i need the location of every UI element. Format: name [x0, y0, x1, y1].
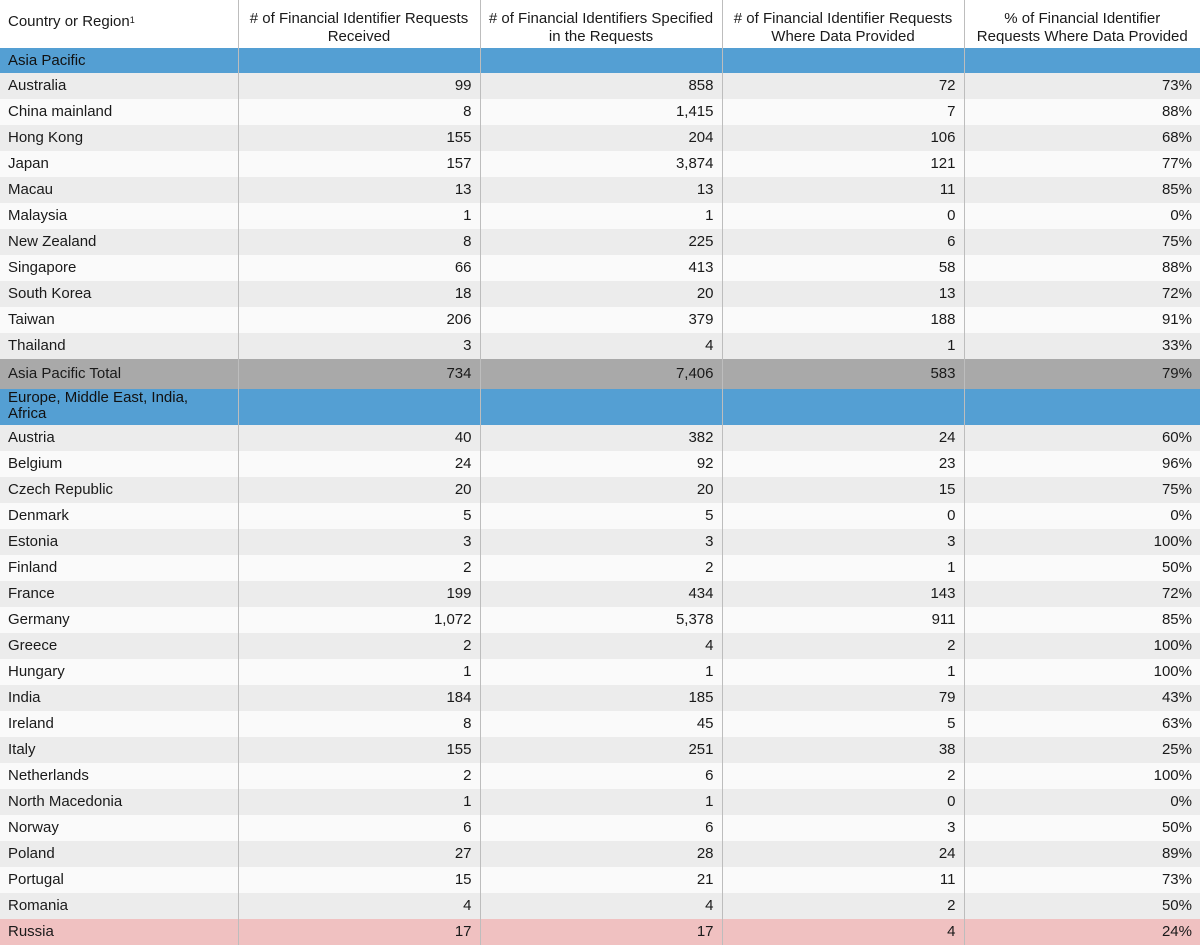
table-row: [0, 789, 1200, 815]
table-row: [0, 737, 1200, 763]
identifiers-specified-cell: 2: [480, 555, 722, 581]
identifiers-specified-cell: 382: [480, 425, 722, 451]
percent-provided-cell: 100%: [964, 529, 1200, 555]
table-row: [0, 711, 1200, 737]
table-row: [0, 425, 1200, 451]
table-row: [0, 255, 1200, 281]
table-row: [0, 659, 1200, 685]
identifiers-specified-cell: 4: [480, 633, 722, 659]
percent-provided-cell: 91%: [964, 307, 1200, 333]
identifiers-specified-cell: 21: [480, 867, 722, 893]
country-cell: Hungary: [0, 659, 238, 685]
percent-provided-cell: 50%: [964, 815, 1200, 841]
table-row: [0, 99, 1200, 125]
requests-received-cell: 157: [238, 151, 480, 177]
requests-received-cell: 1,072: [238, 607, 480, 633]
country-cell: Norway: [0, 815, 238, 841]
table-row: [0, 281, 1200, 307]
column-header-specified: # of Financial Identifiers Specified in the Requests: [480, 0, 722, 48]
country-cell: France: [0, 581, 238, 607]
requests-received-cell: 8: [238, 229, 480, 255]
requests-received-cell: 184: [238, 685, 480, 711]
identifiers-specified-cell: 434: [480, 581, 722, 607]
identifiers-specified-cell: 225: [480, 229, 722, 255]
region-empty-cell: [238, 48, 480, 73]
table-row: [0, 73, 1200, 99]
region-empty-cell: [238, 389, 480, 425]
data-provided-cell: 911: [722, 607, 964, 633]
data-provided-cell: 121: [722, 151, 964, 177]
footnote-marker: 1: [129, 15, 135, 25]
country-cell: South Korea: [0, 281, 238, 307]
country-cell: New Zealand: [0, 229, 238, 255]
table-row: [0, 203, 1200, 229]
region-empty-cell: [480, 389, 722, 425]
requests-received-cell: 66: [238, 255, 480, 281]
country-cell: Russia: [0, 919, 238, 945]
requests-received-cell: 1: [238, 659, 480, 685]
region-empty-cell: [722, 48, 964, 73]
requests-received-cell: 24: [238, 451, 480, 477]
data-provided-cell: 24: [722, 841, 964, 867]
column-header-country-label: Country or Region: [8, 13, 130, 30]
data-provided-cell: 15: [722, 477, 964, 503]
percent-provided-cell: 0%: [964, 203, 1200, 229]
percent-provided-cell: 43%: [964, 685, 1200, 711]
table-header-row: [0, 0, 1200, 48]
identifiers-specified-cell: 251: [480, 737, 722, 763]
identifiers-specified-cell: 92: [480, 451, 722, 477]
country-cell: Malaysia: [0, 203, 238, 229]
requests-received-cell: 4: [238, 893, 480, 919]
identifiers-specified-cell: 17: [480, 919, 722, 945]
region-header-row: [0, 48, 1200, 73]
percent-provided-cell: 73%: [964, 73, 1200, 99]
table-row: [0, 815, 1200, 841]
country-cell: Netherlands: [0, 763, 238, 789]
table-row: [0, 529, 1200, 555]
country-cell: Portugal: [0, 867, 238, 893]
requests-received-cell: 3: [238, 529, 480, 555]
country-cell: India: [0, 685, 238, 711]
identifiers-specified-cell: 28: [480, 841, 722, 867]
data-provided-cell: 38: [722, 737, 964, 763]
percent-provided-cell: 75%: [964, 477, 1200, 503]
data-provided-cell: 0: [722, 789, 964, 815]
table-row: [0, 893, 1200, 919]
requests-received-cell: 5: [238, 503, 480, 529]
table-row: [0, 333, 1200, 359]
country-cell: Macau: [0, 177, 238, 203]
requests-received-cell: 18: [238, 281, 480, 307]
requests-received-cell: 15: [238, 867, 480, 893]
data-provided-cell: 58: [722, 255, 964, 281]
data-provided-cell: 5: [722, 711, 964, 737]
country-cell: Taiwan: [0, 307, 238, 333]
percent-provided-cell: 100%: [964, 659, 1200, 685]
data-provided-cell: 1: [722, 659, 964, 685]
percent-provided-cell: 33%: [964, 333, 1200, 359]
identifiers-specified-cell: 413: [480, 255, 722, 281]
requests-received-cell: 8: [238, 99, 480, 125]
identifiers-specified-cell: 379: [480, 307, 722, 333]
country-cell: Finland: [0, 555, 238, 581]
requests-received-cell: 99: [238, 73, 480, 99]
country-cell: Estonia: [0, 529, 238, 555]
data-provided-cell: 13: [722, 281, 964, 307]
country-cell: North Macedonia: [0, 789, 238, 815]
percent-provided-cell: 89%: [964, 841, 1200, 867]
requests-received-cell: 8: [238, 711, 480, 737]
requests-received-cell: 1: [238, 789, 480, 815]
total-percent-provided-cell: 79%: [964, 359, 1200, 389]
percent-provided-cell: 50%: [964, 893, 1200, 919]
total-requests-received-cell: 734: [238, 359, 480, 389]
table-row: [0, 307, 1200, 333]
table-row: [0, 125, 1200, 151]
data-provided-cell: 1: [722, 333, 964, 359]
region-empty-cell: [722, 389, 964, 425]
identifiers-specified-cell: 858: [480, 73, 722, 99]
identifiers-specified-cell: 6: [480, 815, 722, 841]
table-row: [0, 763, 1200, 789]
total-data-provided-cell: 583: [722, 359, 964, 389]
country-cell: Denmark: [0, 503, 238, 529]
data-provided-cell: 2: [722, 633, 964, 659]
table-row: [0, 503, 1200, 529]
percent-provided-cell: 73%: [964, 867, 1200, 893]
requests-received-cell: 2: [238, 633, 480, 659]
table-row: [0, 477, 1200, 503]
country-cell: Thailand: [0, 333, 238, 359]
table-row: [0, 633, 1200, 659]
country-cell: Greece: [0, 633, 238, 659]
region-name: Asia Pacific: [0, 48, 238, 73]
identifiers-specified-cell: 6: [480, 763, 722, 789]
country-cell: China mainland: [0, 99, 238, 125]
identifiers-specified-cell: 45: [480, 711, 722, 737]
requests-received-cell: 2: [238, 763, 480, 789]
country-cell: Ireland: [0, 711, 238, 737]
requests-received-cell: 13: [238, 177, 480, 203]
percent-provided-cell: 60%: [964, 425, 1200, 451]
requests-received-cell: 17: [238, 919, 480, 945]
table-row: [0, 451, 1200, 477]
region-header-row: [0, 389, 1200, 425]
identifiers-specified-cell: 5,378: [480, 607, 722, 633]
identifiers-specified-cell: 185: [480, 685, 722, 711]
data-provided-cell: 3: [722, 815, 964, 841]
table-row: [0, 607, 1200, 633]
column-header-country: [0, 0, 238, 48]
country-cell: Germany: [0, 607, 238, 633]
percent-provided-cell: 85%: [964, 177, 1200, 203]
percent-provided-cell: 85%: [964, 607, 1200, 633]
data-provided-cell: 7: [722, 99, 964, 125]
country-cell: Czech Republic: [0, 477, 238, 503]
country-cell: Austria: [0, 425, 238, 451]
column-header-percent: % of Financial Identifier Requests Where Data Provided: [964, 0, 1200, 48]
percent-provided-cell: 68%: [964, 125, 1200, 151]
table-body: [0, 48, 1200, 945]
identifiers-specified-cell: 1: [480, 203, 722, 229]
data-provided-cell: 3: [722, 529, 964, 555]
requests-received-cell: 6: [238, 815, 480, 841]
identifiers-specified-cell: 1: [480, 789, 722, 815]
percent-provided-cell: 24%: [964, 919, 1200, 945]
requests-received-cell: 27: [238, 841, 480, 867]
country-cell: Italy: [0, 737, 238, 763]
table-row: [0, 229, 1200, 255]
percent-provided-cell: 100%: [964, 633, 1200, 659]
percent-provided-cell: 96%: [964, 451, 1200, 477]
table-row: [0, 919, 1200, 945]
region-empty-cell: [480, 48, 722, 73]
region-total-row: [0, 359, 1200, 389]
table-row: [0, 867, 1200, 893]
requests-received-cell: 155: [238, 737, 480, 763]
data-provided-cell: 23: [722, 451, 964, 477]
identifiers-specified-cell: 204: [480, 125, 722, 151]
percent-provided-cell: 50%: [964, 555, 1200, 581]
percent-provided-cell: 75%: [964, 229, 1200, 255]
identifiers-specified-cell: 20: [480, 477, 722, 503]
requests-received-cell: 3: [238, 333, 480, 359]
table-row: [0, 685, 1200, 711]
data-provided-cell: 24: [722, 425, 964, 451]
data-provided-cell: 4: [722, 919, 964, 945]
data-provided-cell: 0: [722, 503, 964, 529]
country-cell: Singapore: [0, 255, 238, 281]
identifiers-specified-cell: 4: [480, 893, 722, 919]
data-provided-cell: 6: [722, 229, 964, 255]
data-provided-cell: 72: [722, 73, 964, 99]
data-provided-cell: 1: [722, 555, 964, 581]
identifiers-specified-cell: 3: [480, 529, 722, 555]
column-header-received: # of Financial Identifier Requests Received: [238, 0, 480, 48]
identifiers-specified-cell: 1: [480, 659, 722, 685]
country-cell: Belgium: [0, 451, 238, 477]
data-provided-cell: 0: [722, 203, 964, 229]
data-provided-cell: 11: [722, 867, 964, 893]
data-provided-cell: 79: [722, 685, 964, 711]
country-cell: Hong Kong: [0, 125, 238, 151]
data-provided-cell: 188: [722, 307, 964, 333]
requests-received-cell: 20: [238, 477, 480, 503]
percent-provided-cell: 63%: [964, 711, 1200, 737]
requests-received-cell: 199: [238, 581, 480, 607]
region-name: Europe, Middle East, India, Africa: [0, 389, 238, 425]
requests-received-cell: 206: [238, 307, 480, 333]
percent-provided-cell: 72%: [964, 281, 1200, 307]
requests-received-cell: 40: [238, 425, 480, 451]
region-empty-cell: [964, 389, 1200, 425]
country-cell: Romania: [0, 893, 238, 919]
percent-provided-cell: 100%: [964, 763, 1200, 789]
percent-provided-cell: 88%: [964, 255, 1200, 281]
percent-provided-cell: 88%: [964, 99, 1200, 125]
table-row: [0, 841, 1200, 867]
data-provided-cell: 11: [722, 177, 964, 203]
total-identifiers-specified-cell: 7,406: [480, 359, 722, 389]
percent-provided-cell: 72%: [964, 581, 1200, 607]
table-row: [0, 581, 1200, 607]
total-label-cell: Asia Pacific Total: [0, 359, 238, 389]
data-provided-cell: 143: [722, 581, 964, 607]
identifiers-specified-cell: 3,874: [480, 151, 722, 177]
data-provided-cell: 2: [722, 893, 964, 919]
table-row: [0, 151, 1200, 177]
identifiers-specified-cell: 20: [480, 281, 722, 307]
table-row: [0, 555, 1200, 581]
percent-provided-cell: 0%: [964, 789, 1200, 815]
country-cell: Japan: [0, 151, 238, 177]
table-row: [0, 177, 1200, 203]
percent-provided-cell: 77%: [964, 151, 1200, 177]
identifiers-specified-cell: 13: [480, 177, 722, 203]
percent-provided-cell: 0%: [964, 503, 1200, 529]
data-provided-cell: 106: [722, 125, 964, 151]
region-empty-cell: [964, 48, 1200, 73]
data-provided-cell: 2: [722, 763, 964, 789]
identifiers-specified-cell: 5: [480, 503, 722, 529]
requests-received-cell: 155: [238, 125, 480, 151]
country-cell: Australia: [0, 73, 238, 99]
country-cell: Poland: [0, 841, 238, 867]
percent-provided-cell: 25%: [964, 737, 1200, 763]
requests-received-cell: 1: [238, 203, 480, 229]
identifiers-specified-cell: 4: [480, 333, 722, 359]
requests-received-cell: 2: [238, 555, 480, 581]
column-header-provided: # of Financial Identifier Requests Where Data Provided: [722, 0, 964, 48]
identifiers-specified-cell: 1,415: [480, 99, 722, 125]
